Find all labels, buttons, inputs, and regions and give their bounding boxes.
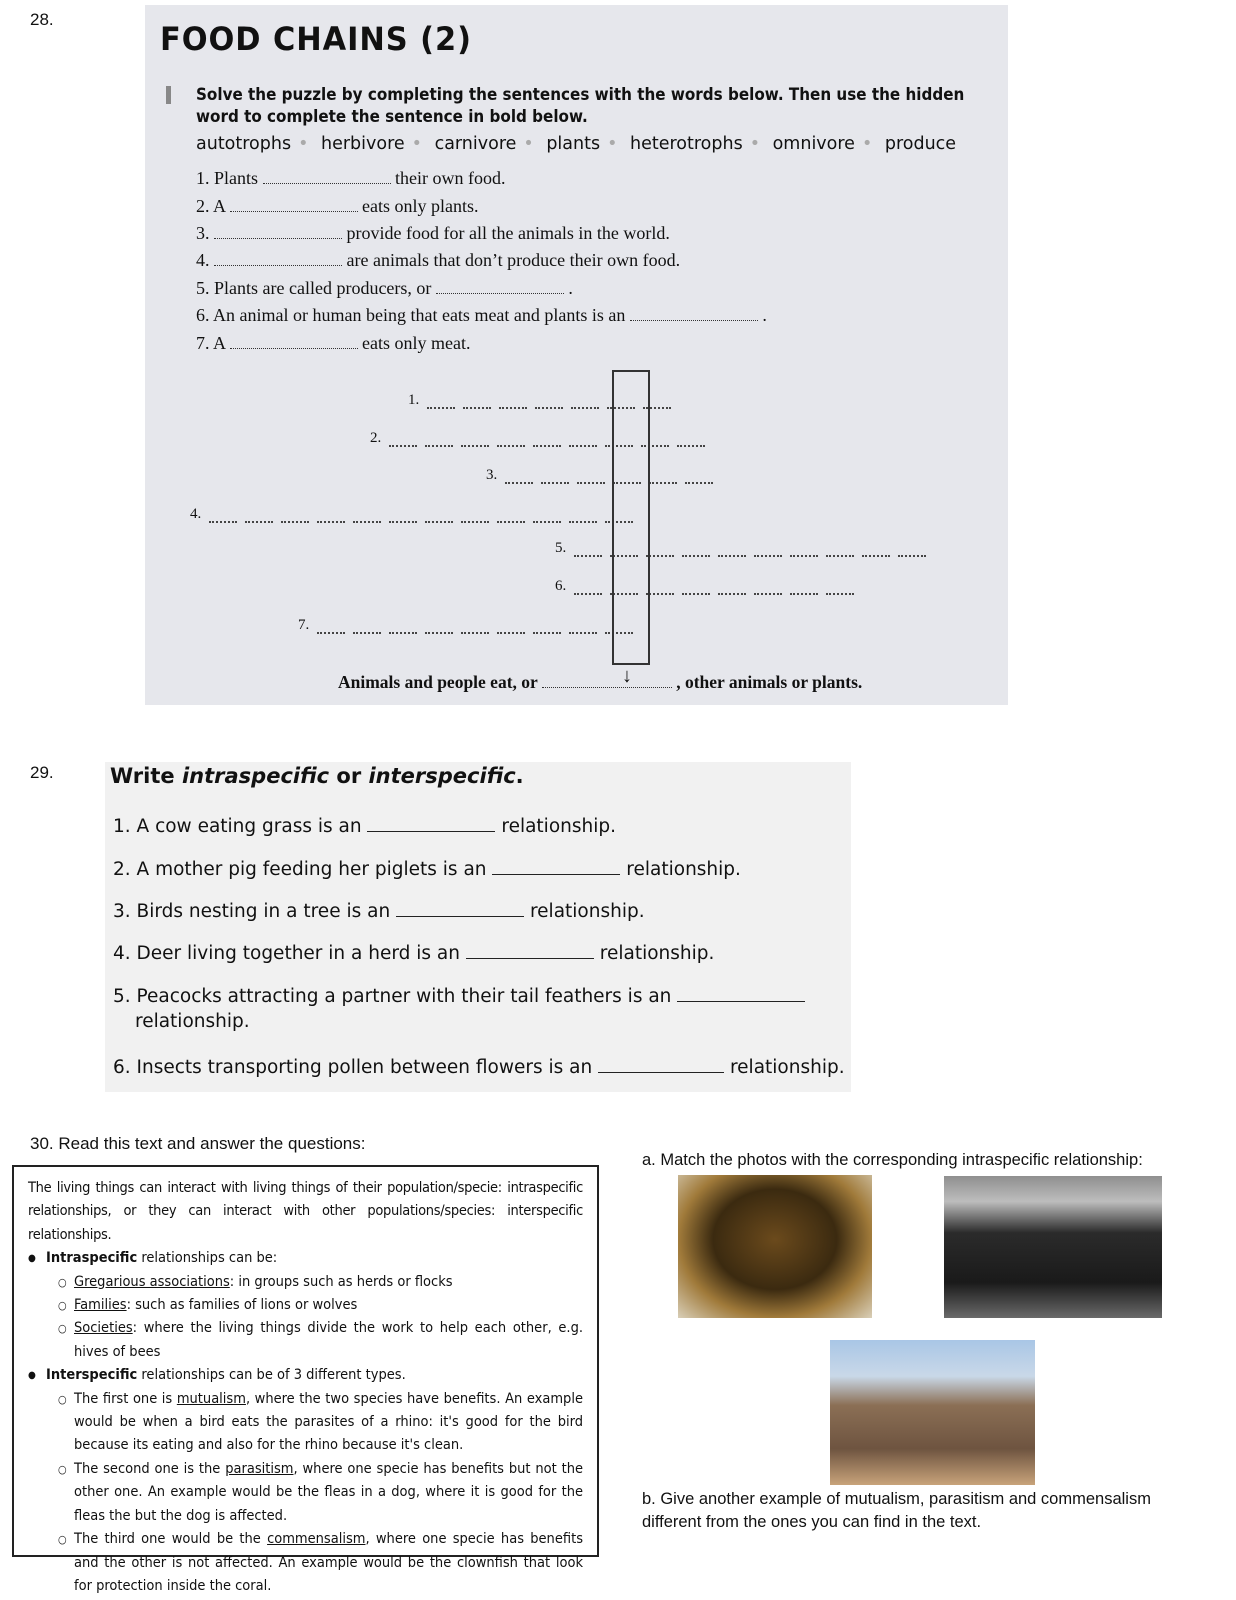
intro-paragraph: The living things can interact with living things of their population/specie: intraspecific relationships, or they can interact with other populations/species: interspecific relationships. [28,1180,583,1243]
word: carnivore [434,134,517,154]
puzzle-row[interactable] [486,467,713,484]
letter-slot[interactable] [677,437,705,447]
letter-slot[interactable] [353,624,381,634]
answer-blank[interactable] [436,280,564,294]
arrow-down-icon: ↓ [622,665,632,687]
letter-slot[interactable] [461,624,489,634]
wildebeest-herd-photo [944,1176,1162,1318]
sentence: 1. Plants their own food. [196,168,506,188]
answer-blank[interactable] [214,252,342,266]
sentence: 2. A eats only plants. [196,196,479,216]
question-number-29: 29. [30,763,54,782]
relationship-item: 4. Deer living together in a herd is an relationship. [113,943,715,964]
letter-slot[interactable] [461,513,489,523]
letter-slot[interactable] [682,585,710,595]
relationship-item: 2. A mother pig feeding her piglets is an relationship. [113,859,741,880]
interspecific-type: ○ The first one is mutualism, where the two species have benefits. An example would be when a bird eats the parasites of a rhino: it's good for the bird because its eating and also for the rhino because it's clean. [28,1388,583,1458]
answer-blank[interactable] [677,984,805,1002]
letter-slot[interactable] [353,513,381,523]
letter-slot[interactable] [533,624,561,634]
word: autotrophs [196,134,292,154]
letter-slot[interactable] [425,513,453,523]
question-heading-30: 30. Read this text and answer the questions: [30,1134,366,1153]
sentence: 4. are animals that don’t produce their own food. [196,250,681,270]
puzzle-number: 5. [555,540,567,556]
letter-slot[interactable] [533,513,561,523]
relationship-item: 3. Birds nesting in a tree is an relationship. [113,901,645,922]
letter-slot[interactable] [826,585,854,595]
answer-blank[interactable] [396,899,524,917]
answer-blank[interactable] [230,198,358,212]
relationship-item: 6. Insects transporting pollen between flowers is an relationship. [113,1057,845,1078]
interspecific-type: ○ The third one would be the commensalism, where one specie has benefits and the other is not affected. An example would be the clownfish that look for protection inside the coral. [28,1528,583,1598]
letter-slot[interactable] [317,513,345,523]
answer-blank[interactable] [466,941,594,959]
answer-blank[interactable] [214,225,342,239]
letter-slot[interactable] [574,547,602,557]
letter-slot[interactable] [826,547,854,557]
word: herbivore [321,134,405,154]
puzzle-row[interactable] [370,430,705,447]
letter-slot[interactable] [425,624,453,634]
letter-slot[interactable] [577,474,605,484]
word: omnivore [772,134,855,154]
puzzle-number: 7. [298,617,310,633]
letter-slot[interactable] [646,547,674,557]
question-b: b. Give another example of mutualism, parasitism and commensalism different from the ones you can find in the text. [642,1490,1151,1531]
letter-slot[interactable] [790,585,818,595]
relationship-item: 5. Peacocks attracting a partner with their tail feathers is an relationship. [113,984,805,1037]
letter-slot[interactable] [646,585,674,595]
puzzle-number: 4. [190,506,202,522]
letter-slot[interactable] [535,399,563,409]
letter-slot[interactable] [245,513,273,523]
puzzle-row[interactable] [555,578,854,595]
sentence: 7. A eats only meat. [196,333,471,353]
letter-slot[interactable] [569,437,597,447]
letter-slot[interactable] [898,547,926,557]
final-sentence [338,672,862,693]
final-pre: Animals and people eat, or [338,672,538,692]
letter-slot[interactable] [571,399,599,409]
puzzle-number: 2. [370,430,382,446]
letter-slot[interactable] [389,437,417,447]
final-post: , other animals or plants. [676,672,863,692]
letter-slot[interactable] [463,399,491,409]
letter-slot[interactable] [754,585,782,595]
puzzle-number: 6. [555,578,567,594]
letter-slot[interactable] [569,624,597,634]
interspecific-type: ○ The second one is the parasitism, where one specie has benefits but not the other one. An example would be the fleas in a dog, where it is good for the fleas the but the dog is affected. [28,1458,583,1528]
instruction-marker [166,86,171,104]
question-number-28: 28. [30,10,54,29]
letter-slot[interactable] [862,547,890,557]
letter-slot[interactable] [425,437,453,447]
letter-slot[interactable] [389,513,417,523]
letter-slot[interactable] [574,585,602,595]
puzzle-row[interactable] [190,506,633,523]
sentence: 5. Plants are called producers, or . [196,278,573,298]
letter-slot[interactable] [569,513,597,523]
reading-text-box [12,1165,599,1594]
letter-slot[interactable] [497,624,525,634]
relationship-exercise [105,762,851,1092]
relationship-item: 1. A cow eating grass is an relationship. [113,816,616,837]
puzzle-number: 3. [486,467,498,483]
beehive-photo [678,1175,872,1318]
answer-blank[interactable] [263,170,391,184]
letter-slot[interactable] [461,437,489,447]
letter-slot[interactable] [649,474,677,484]
exercise-title: Write intraspecific or interspecific. [110,764,524,788]
answer-blank[interactable] [230,335,358,349]
sentence: 6. An animal or human being that eats meat and plants is an . [196,305,767,325]
letter-slot[interactable] [209,513,237,523]
answer-blank[interactable] [367,814,495,832]
letter-slot[interactable] [754,547,782,557]
answer-blank[interactable] [542,674,672,688]
letter-slot[interactable] [497,513,525,523]
intraspecific-type: ○ Gregarious associations: in groups such as herds or flocks [28,1271,583,1294]
instruction-line: Solve the puzzle by completing the sentences with the words below. Then use the hidden [196,85,965,104]
answer-blank[interactable] [630,307,758,321]
word: produce [884,134,957,154]
sentence: 3. provide food for all the animals in the world. [196,223,670,243]
letter-slot[interactable] [505,474,533,484]
letter-slot[interactable] [685,474,713,484]
intraspecific-type: ○ Societies: where the living things divide the work to help each other, e.g. hives of bees [28,1317,583,1364]
answer-blank[interactable] [598,1055,724,1073]
letter-slot[interactable] [682,547,710,557]
letter-slot[interactable] [317,624,345,634]
elephant-family-photo [830,1340,1035,1485]
instruction-line: word to complete the sentence in bold below. [196,107,588,126]
puzzle-row[interactable] [555,540,926,557]
answer-blank[interactable] [492,857,620,875]
intraspecific-type: ○ Families: such as families of lions or wolves [28,1294,583,1317]
question-a: a. Match the photos with the corresponding intraspecific relationship: [642,1151,1143,1169]
letter-slot[interactable] [497,437,525,447]
letter-slot[interactable] [281,513,309,523]
bullet-intraspecific: ● Intraspecific relationships can be: [28,1247,583,1270]
puzzle-row[interactable] [298,617,633,634]
letter-slot[interactable] [533,437,561,447]
word: heterotrophs [629,134,743,154]
letter-slot[interactable] [541,474,569,484]
letter-slot[interactable] [499,399,527,409]
bullet-interspecific: ● Interspecific relationships can be of 3 different types. [28,1364,583,1387]
word: plants [546,134,601,154]
letter-slot[interactable] [718,547,746,557]
letter-slot[interactable] [389,624,417,634]
word-bank: autotrophs • herbivore • carnivore • plants • heterotrophs • omnivore • produce [196,134,957,154]
exercise-title: FOOD CHAINS (2) [160,20,472,58]
letter-slot[interactable] [427,399,455,409]
hidden-word-column [612,370,650,665]
puzzle-number: 1. [408,392,420,408]
letter-slot[interactable] [718,585,746,595]
letter-slot[interactable] [790,547,818,557]
